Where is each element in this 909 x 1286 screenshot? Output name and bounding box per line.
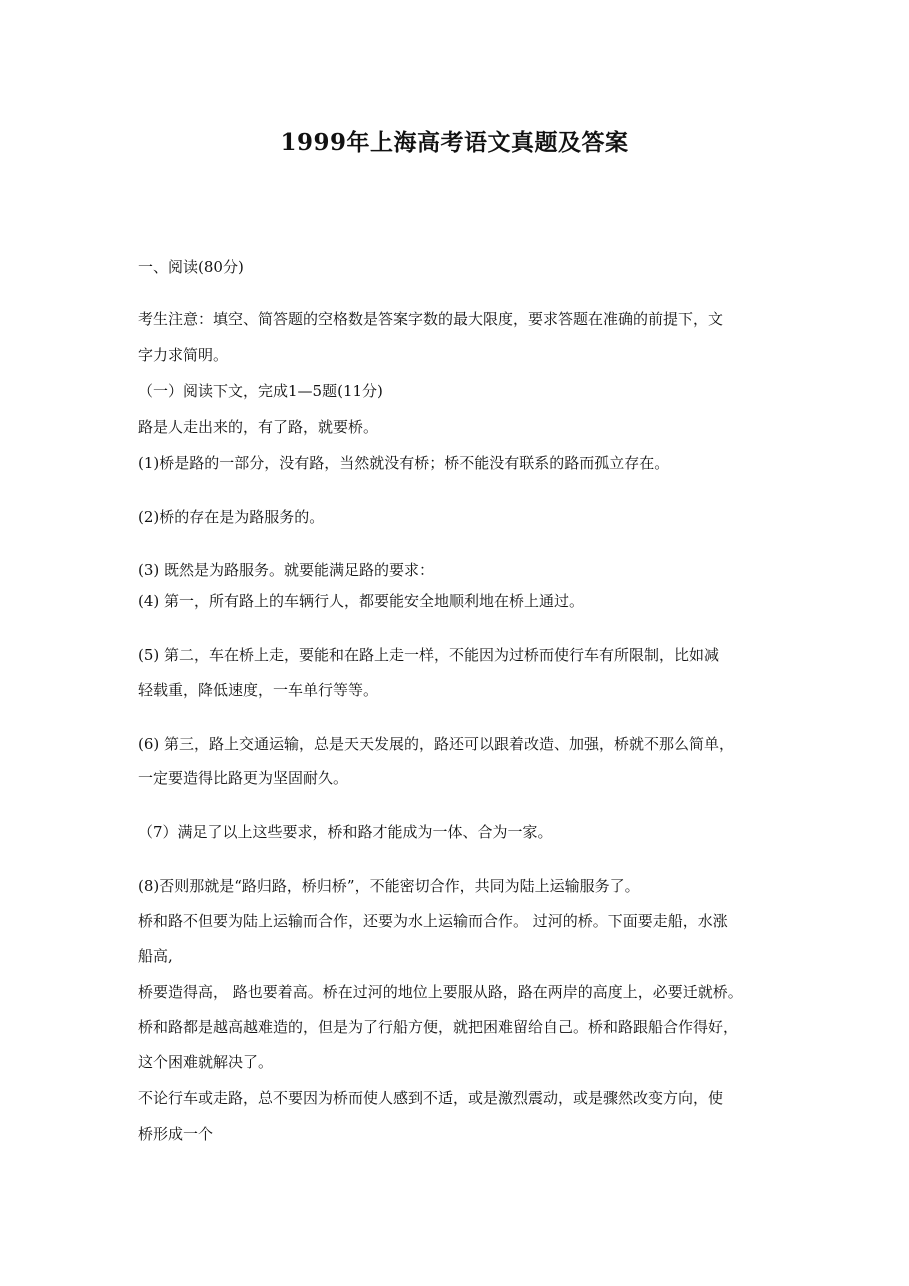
subsection-heading: （一）阅读下文，完成1—5题(11分) — [138, 382, 383, 400]
text-line: 桥和路不但要为陆上运输而合作，还要为水上运输而合作。 过河的桥。下面要走船，水涨 — [138, 912, 728, 930]
text-line: 桥和路都是越高越难造的，但是为了行船方便，就把困难留给自己。桥和路跟船合作得好， — [138, 1018, 739, 1036]
text-line: 桥要造得高， 路也要着高。桥在过河的地位上要服从路，路在两岸的高度上，必要迁就桥。 — [138, 983, 743, 1001]
paragraph-5-line-2: 轻载重，降低速度，一车单行等等。 — [138, 681, 379, 699]
text-line: 船高, — [138, 947, 173, 965]
text-line: 桥形成一个 — [138, 1125, 214, 1143]
document-title: 1999年上海高考语文真题及答案 — [280, 129, 629, 156]
text-line: 路是人走出来的，有了路，就要桥。 — [138, 418, 379, 436]
paragraph-4: (4) 第一，所有路上的车辆行人，都要能安全地顺利地在桥上通过。 — [138, 592, 585, 610]
paragraph-1: (1)桥是路的一部分，没有路，当然就没有桥；桥不能没有联系的路而孤立存在。 — [138, 454, 670, 472]
paragraph-7: （7）满足了以上这些要求，桥和路才能成为一体、合为一家。 — [138, 823, 553, 841]
paragraph-3: (3) 既然是为路服务。就要能满足路的要求： — [138, 561, 435, 579]
paragraph-5-line-1: (5) 第二，车在桥上走，要能和在路上走一样，不能因为过桥而使行车有所限制，比如减 — [138, 646, 720, 664]
paragraph-8: (8)否则那就是“路归路，桥归桥”，不能密切合作，共同为陆上运输服务了。 — [138, 877, 640, 895]
paragraph-6-line-2: 一定要造得比路更为坚固耐久。 — [138, 769, 349, 787]
notice-line-1: 考生注意：填空、简答题的空格数是答案字数的最大限度，要求答题在准确的前提下，文 — [138, 310, 724, 328]
paragraph-2: (2)桥的存在是为路服务的。 — [138, 508, 325, 526]
text-line: 这个困难就解决了。 — [138, 1053, 274, 1071]
text-line: 不论行车或走路，总不要因为桥而使人感到不适，或是激烈震动，或是骤然改变方向，使 — [138, 1089, 724, 1107]
notice-line-2: 字力求简明。 — [138, 346, 229, 364]
section-heading: 一、阅读(80分) — [138, 258, 244, 276]
paragraph-6-line-1: (6) 第三，路上交通运输，总是天天发展的，路还可以跟着改造、加强，桥就不那么简单， — [138, 735, 735, 753]
